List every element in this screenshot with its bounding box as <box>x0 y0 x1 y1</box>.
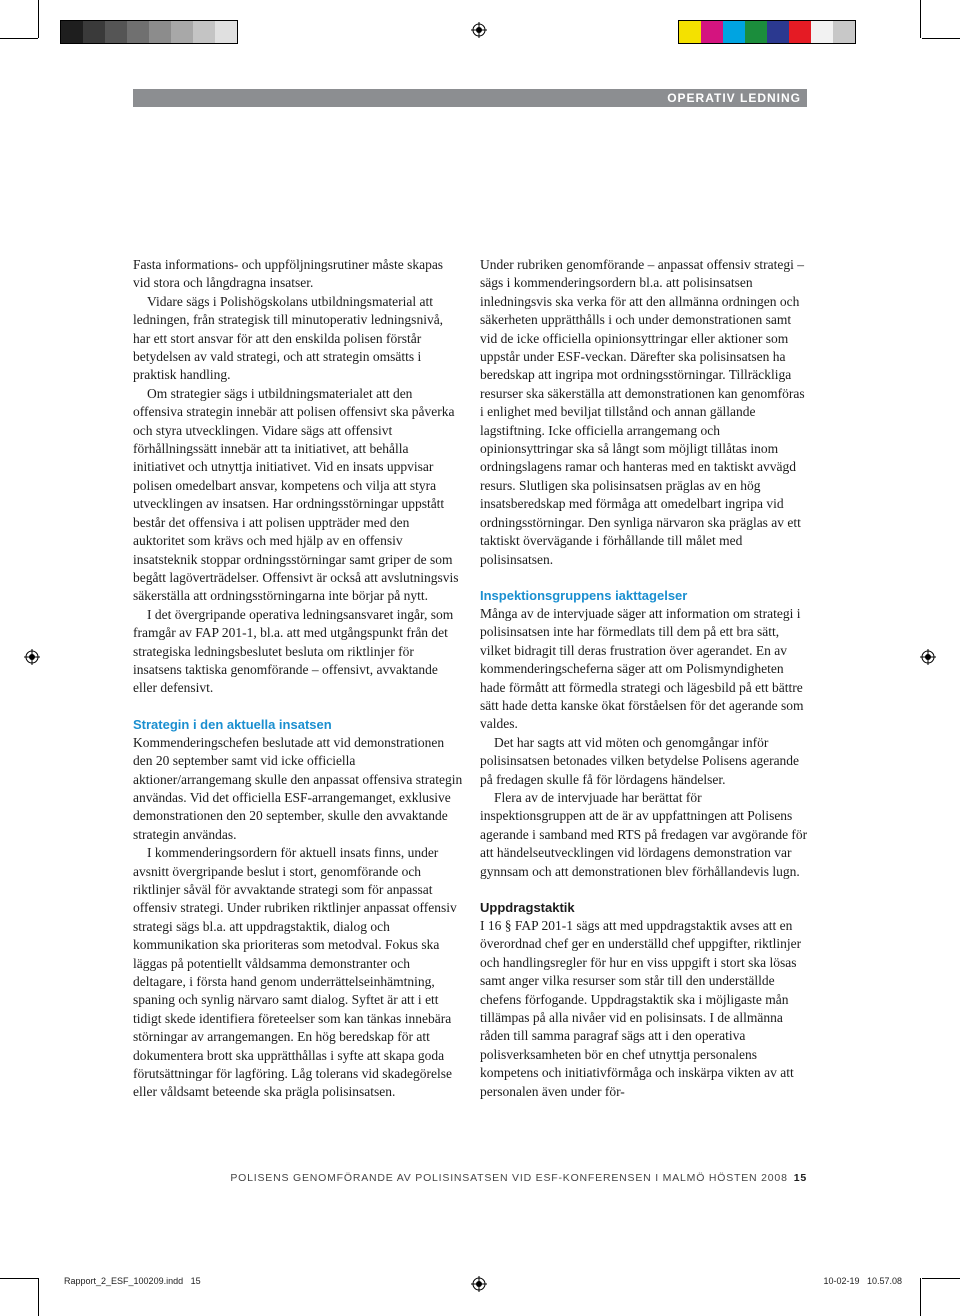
color-swatch <box>127 21 149 43</box>
color-swatch <box>149 21 171 43</box>
slug-timestamp: 10-02-19 10.57.08 <box>823 1276 902 1286</box>
section-heading: Inspektionsgruppens iakttagelser <box>480 587 688 603</box>
crop-mark-bottom-left-h <box>0 1278 38 1279</box>
body-paragraph: Fasta informations- och uppföljningsrutiner måste skapas vid stora och långdragna insatser. <box>133 257 444 291</box>
body-paragraph: I 16 § FAP 201-1 sägs att med uppdragstaktik avses att en överordnad chef ger en underställd chef uppgifter, riktlinjer och handlingsregler för hur en viss uppgift i stort ska lösas samt anger vilka resurser som står till den underställde chefens förfogande. Uppdragstaktik ska i möjligaste mån tillämpas på alla nivåer vid en polisinsats. I de allmänna råden till samma paragraf sägs att i den operativa polisverksamheten bör en chef utnyttja personalens kompetens och initiativförmåga och inskärpa vikten av att personalen även under för- <box>480 918 802 1099</box>
color-swatch <box>811 21 833 43</box>
registration-mark-right-icon <box>920 649 936 665</box>
right-text-column <box>480 256 810 1101</box>
registration-mark-bottom-icon <box>471 1276 487 1292</box>
color-swatch <box>833 21 855 43</box>
color-swatch <box>679 21 701 43</box>
color-swatch <box>61 21 83 43</box>
color-swatch <box>105 21 127 43</box>
color-swatch <box>745 21 767 43</box>
section-heading: Strategin i den aktuella insatsen <box>133 716 332 732</box>
grayscale-color-bar <box>60 20 238 44</box>
body-paragraph: Kommenderingschefen beslutade att vid demonstrationen den 20 september samt vid icke officiella aktioner/arrangemang skulle den anpassat offensiva strategin användas. Vid det officiella ESF-arrangemanget, exklusive demonstrationen den 20 september, skulle den avvaktande strategin användas. <box>133 734 463 842</box>
crop-mark-top-right-h <box>922 38 960 39</box>
color-swatch <box>701 21 723 43</box>
body-paragraph: I det övergripande operativa ledningsansvaret ingår, som framgår av FAP 201-1, bl.a. att med utgångspunkt från det strategiska ledningsbeslutet besluta om riktlinjer för insatsens taktiska genomförande – offensivt, avvaktande eller defensivt. <box>133 606 454 696</box>
running-title: POLISENS GENOMFÖRANDE AV POLISINSATSEN VID ESF-KONFERENSEN I MALMÖ HÖSTEN 2008 <box>230 1172 788 1184</box>
color-swatch <box>789 21 811 43</box>
page-number: 15 <box>793 1172 807 1184</box>
crop-mark-bottom-left-v <box>38 1278 39 1316</box>
body-paragraph: Vidare sägs i Polishögskolans utbildningsmaterial att ledningen, från strategisk till minutoperativ ledningsnivå, har ett stort ansvar för att den enskilda polisen förstår betydelsen av vald strategi, och att strategin omsätts i praktisk handling. <box>133 293 444 383</box>
process-color-bar <box>678 20 856 44</box>
section-title: OPERATIV LEDNING <box>667 91 801 105</box>
color-swatch <box>171 21 193 43</box>
crop-mark-top-left-v <box>38 0 39 38</box>
body-paragraph: Det har sagts att vid möten och genomgångar inför polisinsatsen betonades vilken betydelse Polisens agerande på fredagen skulle få för lördagens händelser. <box>480 734 800 787</box>
slug-filename: Rapport_2_ESF_100209.indd 15 <box>64 1276 201 1286</box>
body-paragraph: Flera av de intervjuade har berättat för inspektionsgruppen att de är av uppfattningen att Polisens agerande i samband med RTS på fredagen var avgörande för att händelseutvecklingen vid lördagens demonstration var gynnsam och att demonstrationen blev förhållandevis lugn. <box>480 789 808 879</box>
crop-mark-top-left-h <box>0 38 38 39</box>
section-heading: Uppdragstaktik <box>480 900 575 915</box>
crop-mark-top-right-v <box>920 0 921 38</box>
left-text-column <box>133 256 463 1102</box>
body-paragraph: Under rubriken genomförande – anpassat offensiv strategi – sägs i kommenderingsordern bl.a. att polisinsatsen inledningsvis ska verka för att den allmänna ordningen och säkerheten upprätthålls i och under demonstrationen samt vid de icke officiella opinionsyttringar eller aktioner som uppstår under ESF-veckan. Därefter ska polisinsatsen ha beredskap att ingripa mot ordningsstörningar. Tillräckliga resurser ska säkerställa att demonstrationen kan genomföras i enlighet med beviljat tillstånd och annan gällande lagstiftning. Icke officiella arrangemang och opinionsyttringar ska så långt som möjligt tillåtas inom ordningslagens ramar och hanteras med en taktiskt avvägd resurs. Slutligen ska polisinsatsen präglas av en hög insatsberedskap med förmåga att omedelbart ingripa vid ordningsstörningar. Den synliga närvaron ska präglas av ett taktiskt övervägande i förhållande till målet med polisinsatsen. <box>480 257 805 567</box>
color-swatch <box>723 21 745 43</box>
color-swatch <box>215 21 237 43</box>
registration-mark-top-icon <box>471 22 487 38</box>
color-swatch <box>193 21 215 43</box>
running-footer <box>230 1172 807 1184</box>
crop-mark-bottom-right-v <box>920 1278 921 1316</box>
crop-mark-bottom-right-h <box>922 1278 960 1279</box>
body-paragraph: Om strategier sägs i utbildningsmaterialet att den offensiva strategin innebär att polisen offensivt ska påverka och styra utvecklingen. Vidare sägs att offensivt förhållningssätt innebär att ta initiativet, att behålla initiativet och utnyttja initiativet. Vid en insats uppvisar polisen omedelbart ansvar, kompetens och vilja att styra utvecklingen av insatsen. Har ordningsstörningar uppstått består det offensiva i att polisen uppträder med den auktoritet som krävs och med hjälp av en offensiv insatsteknik stoppar ordningsstörningar samt griper de som begått lagöverträdelser. Offensivt är också att avslutningsvis säkerställa att ordningsstörningarna inte börjar på nytt. <box>133 385 459 604</box>
registration-mark-left-icon <box>24 649 40 665</box>
color-swatch <box>83 21 105 43</box>
section-header-bar <box>133 89 807 107</box>
body-paragraph: I kommenderingsordern för aktuell insats finns, under avsnitt övergripande beslut i stort, genomförande och riktlinjer såväl för avvaktande strategi som för anpassat offensiv strategi. Under rubriken riktlinjer anpassat offensiv strategi sägs bl.a. att uppdragstaktik, dialog och kommunikation ska prioriteras som metodval. Fokus ska läggas på potentiellt våldsamma demonstranter och deltagare, i första hand genom underrättelseinhämtning, spaning och synlig närvaro samt dialog. Syftet är att i ett tidigt skede identifiera företeelser som kan tänkas innebära störningar av arrangemangen. En hög beredskap för att dokumentera brott ska upprätthållas i syfte att skapa goda förutsättningar för lagföring. Låg tolerans vid skadegörelse eller våldsamt beteende ska prägla polisinsatsen. <box>133 845 457 1100</box>
body-paragraph: Många av de intervjuade säger att information om strategi i polisinsatsen inte har förmedlats till dem på ett bra sätt, vilket bidragit till deras frustration över agerandet. En av kommenderingscheferna säger att om Polismyndigheten hade förmått att förmedla strategi och lägesbild på ett bättre sätt hade detta kanske ökat förståelsen för det agerande som valdes. <box>480 605 804 732</box>
color-swatch <box>767 21 789 43</box>
